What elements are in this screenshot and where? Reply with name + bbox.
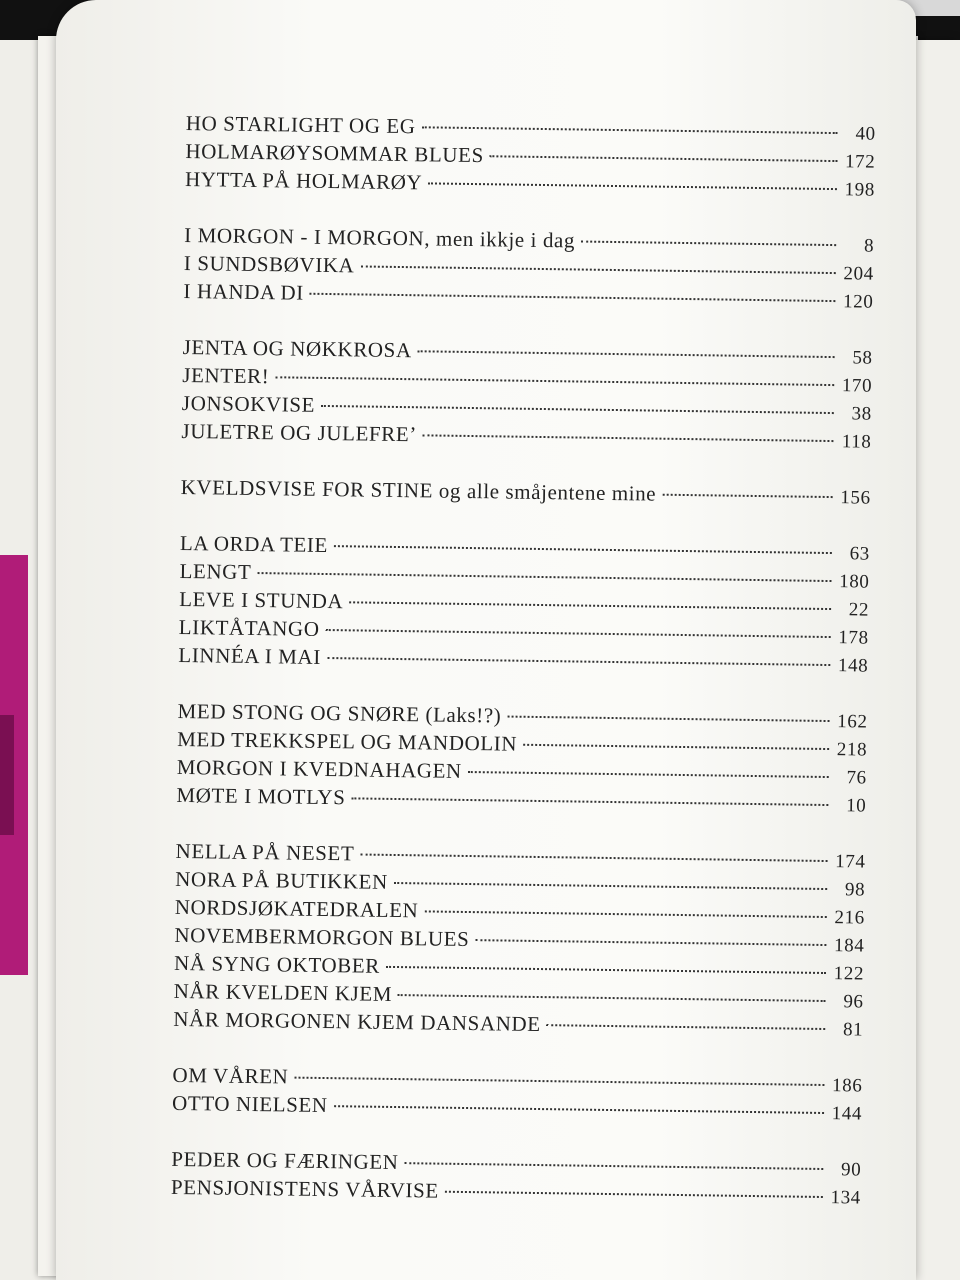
toc-entry-page-number: 218 — [836, 739, 868, 761]
toc-entry-page-number: 184 — [833, 935, 865, 957]
dot-leader — [428, 182, 837, 190]
cover-art-strip — [0, 555, 28, 975]
toc-entry-title: PEDER OG FÆRINGEN — [171, 1146, 399, 1175]
toc-entry — [181, 474, 871, 512]
dot-leader — [294, 1077, 824, 1086]
dot-leader — [275, 376, 834, 386]
toc-group — [172, 1062, 863, 1128]
toc-group — [183, 222, 874, 316]
toc-entry-title: NOVEMBERMORGON BLUES — [174, 922, 470, 952]
dot-leader — [351, 797, 828, 806]
toc-entry-title: HOLMARØYSOMMAR BLUES — [185, 138, 485, 168]
dot-leader — [418, 350, 835, 358]
toc-entry-title: JONSOKVISE — [181, 390, 316, 417]
dot-leader — [398, 994, 826, 1002]
toc-entry-title: MORGON I KVEDNAHAGEN — [176, 754, 462, 783]
toc-entry-title: I MORGON - I MORGON, men ikkje i dag — [184, 222, 576, 253]
dot-leader — [547, 1024, 826, 1030]
toc-entry-title: JULETRE OG JULEFRE’ — [181, 418, 418, 447]
dot-leader — [321, 405, 834, 414]
toc-entry-page-number: 134 — [830, 1187, 862, 1209]
dot-leader — [445, 1191, 823, 1198]
toc-entry-title: NÅ SYNG OKTOBER — [173, 950, 381, 978]
toc-entry-title: OTTO NIELSEN — [171, 1090, 328, 1118]
toc-entry-page-number: 186 — [831, 1075, 863, 1097]
dot-leader — [349, 601, 831, 610]
toc-entry-title: PENSJONISTENS VÅRVISE — [170, 1174, 439, 1203]
toc-entry-page-number: 98 — [844, 879, 866, 901]
dot-leader — [523, 744, 829, 750]
toc-entry-title: LENGT — [179, 558, 252, 584]
toc-entry-page-number: 144 — [831, 1103, 863, 1125]
book-page — [56, 0, 916, 1280]
dot-leader — [360, 854, 827, 863]
dot-leader — [310, 293, 836, 302]
toc-entry-page-number: 120 — [842, 291, 874, 313]
dot-leader — [327, 657, 830, 666]
toc-group — [171, 1146, 862, 1212]
toc-entry-title: JENTA OG NØKKROSA — [182, 334, 412, 363]
toc-entry-page-number: 204 — [843, 263, 874, 285]
toc-entry-title: NÅR MORGONEN KJEM DANSANDE — [173, 1006, 541, 1037]
toc-entry-title: I SUNDSBØVIKA — [183, 250, 355, 278]
toc-group — [176, 698, 867, 820]
toc-group — [181, 334, 872, 456]
toc-entry-page-number: 63 — [849, 543, 871, 565]
toc-entry-page-number: 118 — [841, 431, 872, 453]
dot-leader — [468, 771, 829, 778]
toc-entry-title: HYTTA PÅ HOLMARØY — [184, 166, 423, 195]
dot-leader — [394, 882, 827, 890]
toc-entry-page-number: 8 — [863, 235, 875, 257]
toc-group — [178, 530, 870, 680]
toc-entry-title: MED TREKKSPEL OG MANDOLIN — [177, 726, 518, 756]
toc-entry-title: LA ORDA TEIE — [179, 530, 329, 558]
toc-entry-page-number: 122 — [833, 963, 865, 985]
toc-entry-title: NELLA PÅ NESET — [175, 838, 355, 866]
toc-entry-page-number: 174 — [835, 851, 866, 873]
table-of-contents — [170, 110, 876, 1240]
toc-entry-title: MED STONG OG SNØRE (Laks!?) — [177, 698, 502, 728]
dot-leader — [424, 910, 826, 918]
toc-entry-page-number: 96 — [843, 991, 864, 1013]
dot-leader — [662, 494, 832, 498]
toc-entry-title: OM VÅREN — [172, 1062, 289, 1089]
toc-entry-page-number: 180 — [839, 571, 870, 593]
toc-entry-page-number: 22 — [848, 599, 870, 621]
dot-leader — [334, 1105, 824, 1114]
toc-group — [173, 838, 866, 1044]
dot-leader — [423, 434, 834, 442]
toc-entry-title: HO STARLIGHT OG EG — [185, 110, 416, 139]
toc-entry-title: NORA PÅ BUTIKKEN — [175, 866, 389, 894]
toc-entry-title: JENTER! — [182, 362, 270, 389]
dot-leader — [326, 629, 831, 638]
dot-leader — [475, 939, 826, 946]
toc-entry-title: LEVE I STUNDA — [179, 586, 344, 614]
toc-entry-page-number: 170 — [841, 375, 873, 397]
toc-entry-page-number: 148 — [837, 655, 869, 677]
toc-entry-title: LINNÉA I MAI — [178, 642, 322, 669]
toc-entry-title: NÅR KVELDEN KJEM — [173, 978, 393, 1006]
toc-entry-page-number: 216 — [834, 907, 865, 929]
toc-group — [185, 110, 876, 204]
toc-entry-page-number: 162 — [837, 711, 868, 733]
toc-entry-page-number: 76 — [846, 767, 867, 789]
toc-entry-page-number: 38 — [851, 403, 872, 425]
toc-entry-page-number: 172 — [844, 151, 876, 173]
dot-leader — [386, 966, 826, 974]
toc-entry-title: I HANDA DI — [183, 278, 304, 305]
dot-leader — [360, 265, 835, 274]
dot-leader — [405, 1162, 824, 1170]
toc-entry-title: MØTE I MOTLYS — [176, 782, 346, 810]
dot-leader — [490, 155, 838, 162]
toc-entry-page-number: 198 — [844, 179, 876, 201]
toc-entry-page-number: 10 — [845, 795, 867, 817]
dot-leader — [581, 241, 836, 247]
toc-entry-page-number: 58 — [852, 347, 873, 369]
toc-entry-page-number: 90 — [840, 1159, 862, 1181]
dot-leader — [507, 716, 829, 722]
toc-group — [181, 474, 871, 512]
toc-entry-page-number: 40 — [855, 123, 876, 145]
toc-entry-page-number: 178 — [838, 627, 869, 649]
toc-entry-title: NORDSJØKATEDRALEN — [174, 894, 419, 923]
dot-leader — [334, 545, 832, 554]
toc-entry-title: KVELDSVISE FOR STINE og alle småjentene mine — [180, 474, 657, 506]
dot-leader — [257, 572, 831, 582]
toc-entry-title: LIKTÅTANGO — [178, 614, 320, 641]
toc-entry-page-number: 156 — [840, 487, 871, 509]
dot-leader — [422, 126, 838, 134]
toc-entry-page-number: 81 — [842, 1019, 864, 1041]
